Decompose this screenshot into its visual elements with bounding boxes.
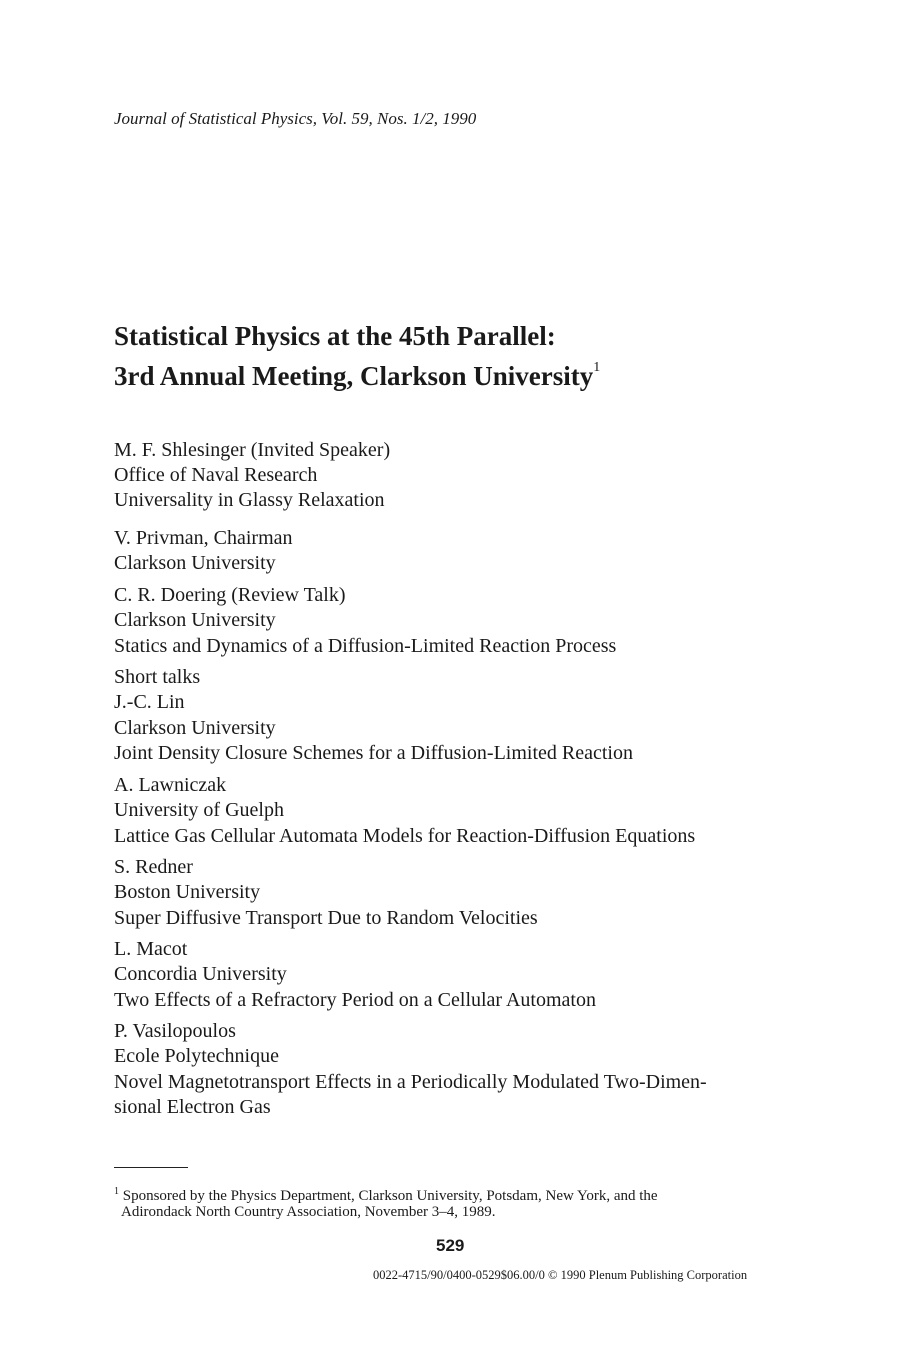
title-footnote-mark: 1 [593, 360, 601, 375]
entry-line: Clarkson University [114, 609, 276, 631]
footnote-line-1: $^1$ Sponsored by the Physics Department, Clarkson University, Potsdam, New York, and the [114, 1186, 658, 1204]
entry-line: J.-C. Lin [114, 691, 185, 713]
title-line-1: Statistical Physics at the 45th Parallel: [114, 321, 556, 351]
footnote-mark: 1 [114, 1186, 119, 1197]
entry-line: Clarkson University [114, 717, 276, 739]
entry-line: V. Privman, Chairman [114, 527, 293, 549]
entry-line: Universality in Glassy Relaxation [114, 489, 385, 511]
footnote-line-2: Adirondack North Country Association, November 3–4, 1989. [121, 1204, 496, 1220]
entry-line: S. Redner [114, 856, 193, 878]
entry-line: Joint Density Closure Schemes for a Diffusion-Limited Reaction [114, 742, 633, 764]
entry-line: Office of Naval Research [114, 464, 318, 486]
entry-line: sional Electron Gas [114, 1096, 271, 1118]
entry-line: L. Macot [114, 938, 188, 960]
entry-line: Concordia University [114, 963, 287, 985]
entry-line: Statics and Dynamics of a Diffusion-Limited Reaction Process [114, 635, 617, 657]
entry-line: Lattice Gas Cellular Automata Models for Reaction-Diffusion Equations [114, 825, 696, 847]
entry-line: Novel Magnetotransport Effects in a Periodically Modulated Two-Dimen- [114, 1071, 707, 1093]
paper-title [114, 318, 600, 394]
footnote-rule [114, 1167, 188, 1168]
title-line-2: 3rd Annual Meeting, Clarkson University$^1$ [114, 360, 601, 391]
entry-line: Short talks [114, 666, 201, 688]
entry-line: A. Lawniczak [114, 774, 227, 796]
entry-line: University of Guelph [114, 799, 284, 821]
entry-line: Boston University [114, 881, 261, 903]
entry-line: Super Diffusive Transport Due to Random Velocities [114, 907, 538, 929]
entry-line: C. R. Doering (Review Talk) [114, 584, 346, 606]
entry-line: Clarkson University [114, 552, 276, 574]
entry-line: Two Effects of a Refractory Period on a Cellular Automaton [114, 989, 596, 1011]
copyright-code: 0022-4715/90/0400-0529$06.00/0 © 1990 Plenum Publishing Corporation [373, 1268, 748, 1282]
entry-line: Ecole Polytechnique [114, 1045, 279, 1067]
entry-line: M. F. Shlesinger (Invited Speaker) [114, 439, 391, 461]
page-number: 529 [436, 1236, 465, 1255]
entry-line: P. Vasilopoulos [114, 1020, 236, 1042]
journal-header: Journal of Statistical Physics, Vol. 59, Nos. 1/2, 1990 [114, 109, 477, 128]
